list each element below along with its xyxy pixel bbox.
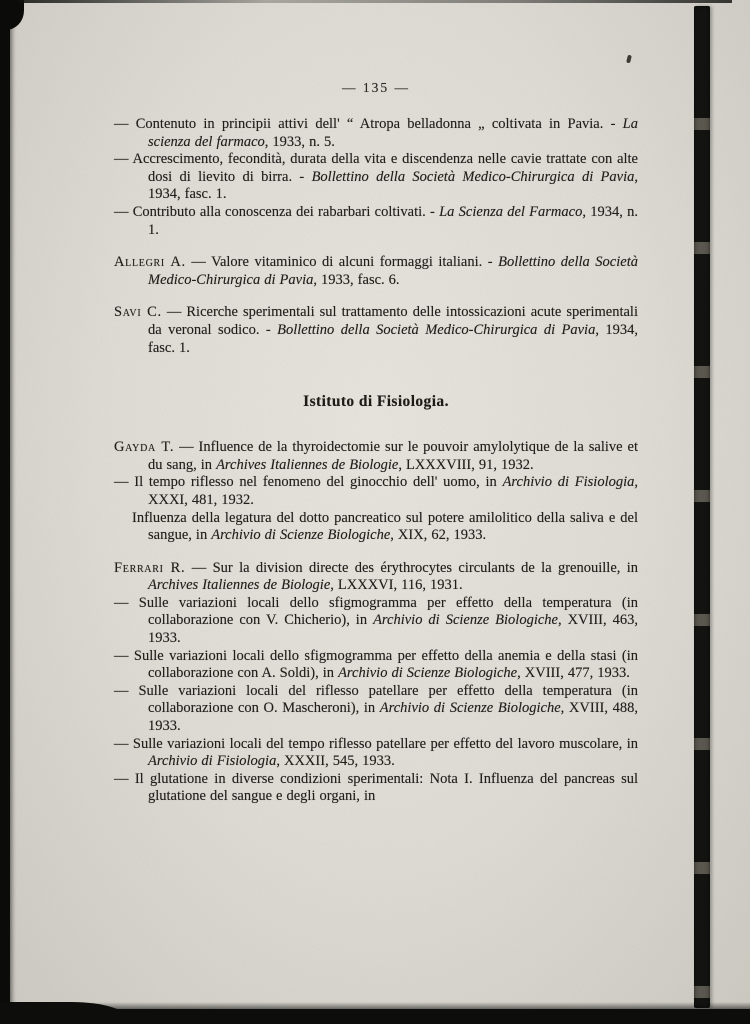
- bibliography-entry: [114, 204, 638, 239]
- journal-title: Bollettino della Società Medico-Chirurgica di Pavia: [148, 254, 638, 288]
- scan-strip-right: [694, 6, 710, 1008]
- bibliography-entry: [114, 510, 638, 545]
- journal-title: Archivio di Scienze Biologiche: [379, 700, 561, 717]
- journal-title: Archivio di Scienze Biologiche: [373, 612, 558, 629]
- entry-text: Influenza della legatura del dotto pancreatico sul potere amilolitico della saliva e del sangue, in: [132, 509, 638, 544]
- bibliography-entry: [114, 736, 638, 771]
- bibliography-entry: [114, 648, 638, 683]
- entry-text: , 1934, fasc. 1.: [148, 168, 638, 203]
- entry-group: [114, 560, 638, 806]
- entry-text: — Ricerche sperimentali sul trattamento delle intossicazioni acute sperimentali da veronal sodico. -: [148, 304, 638, 338]
- entry-text: — Accrescimento, fecondità, durata della vita e discendenza nelle cavie trattate con alte dosi di lievito di birra. -: [114, 151, 638, 185]
- entry-text: — Sulle variazioni locali dello sfigmogramma per effetto della temperatura (in collaborazione con V. Chicherio), in: [114, 594, 638, 629]
- journal-title: La scienza del farmaco: [148, 116, 638, 150]
- bibliography-entry: [114, 439, 638, 474]
- entry-text: , XVIII, 488, 1933.: [148, 700, 638, 735]
- entry-text: — Il tempo riflesso nel fenomeno del ginocchio dell' uomo, in: [114, 474, 503, 491]
- bibliography-entry: [114, 304, 638, 357]
- author-name: Allegri A.: [114, 254, 186, 271]
- entry-text: — Sur la division directe des érythrocytes circulants de la grenouille, in: [185, 559, 639, 576]
- section-heading: Istituto di Fisiologia.: [303, 393, 449, 411]
- entry-text: — Il glutatione in diverse condizioni sperimentali: Nota I. Influenza del pancreas sul glutatione del sangue e degli organi, in: [114, 770, 638, 805]
- entry-text: — Sulle variazioni locali dello sfigmogramma per effetto della anemia e della stasi (in collaborazione con A. Soldi), in: [114, 647, 638, 682]
- entry-group: [114, 439, 638, 545]
- journal-title: Archives Italiennes de Biologie: [216, 456, 399, 473]
- entry-text: — Contenuto in principii attivi dell' “ Atropa belladonna „ coltivata in Pavia. -: [114, 116, 623, 132]
- entry-text: — Valore vitaminico di alcuni formaggi italiani. -: [185, 254, 499, 271]
- journal-title: Archivio di Scienze Biologiche: [211, 527, 391, 544]
- entry-text: — Sulle variazioni locali del tempo riflesso patellare per effetto del lavoro muscolare, in: [114, 735, 638, 752]
- entry-text: , XIX, 62, 1933.: [390, 527, 487, 544]
- bibliography: [114, 116, 638, 806]
- entry-text: — Sulle variazioni locali del riflesso patellare per effetto della temperatura (in collaborazione con O. Mascheroni), in: [114, 682, 638, 717]
- entry-text: , LXXXVI, 116, 1931.: [330, 577, 463, 594]
- journal-title: Archives Italiennes de Biologie: [148, 577, 331, 594]
- entry-text: , 1934, fasc. 1.: [148, 321, 638, 356]
- journal-title: Bollettino della Società Medico-Chirurgica di Pavia: [311, 168, 635, 185]
- entry-group: [114, 304, 638, 357]
- entry-text: , 1933, n. 5.: [264, 133, 335, 150]
- author-name: Gayda T.: [114, 439, 175, 456]
- scan-edge-left: [0, 0, 10, 1024]
- entry-text: , 1934, n. 1.: [148, 203, 638, 238]
- bibliography-entry: [114, 683, 638, 736]
- scan-edge-top: [18, 0, 732, 3]
- bibliography-entry: [114, 560, 638, 595]
- bibliography-entry: [114, 474, 638, 509]
- journal-title: La Scienza del Farmaco: [439, 203, 583, 220]
- entry-group: [114, 254, 638, 289]
- entry-text: — Contributo alla conoscenza dei rabarbari coltivati. -: [114, 203, 440, 220]
- bibliography-entry: [114, 595, 638, 648]
- bibliography-entry: [114, 151, 638, 204]
- author-name: Ferrari R.: [114, 559, 186, 576]
- entry-text: , 1933, fasc. 6.: [313, 271, 400, 288]
- entry-text: , XVIII, 463, 1933.: [148, 612, 638, 647]
- entry-group: [114, 116, 638, 239]
- entry-text: , XXXII, 545, 1933.: [276, 753, 395, 770]
- page-content: [114, 80, 638, 806]
- entry-text: , XXXI, 481, 1932.: [148, 474, 638, 508]
- bibliography-entry: [114, 116, 638, 151]
- page-number: — 135 —: [342, 80, 410, 95]
- entry-text: , XVIII, 477, 1933.: [517, 665, 630, 682]
- journal-title: Archivio di Scienze Biologiche: [338, 665, 518, 682]
- bibliography-entry: [114, 254, 638, 289]
- entry-text: , LXXXVIII, 91, 1932.: [398, 456, 534, 473]
- author-name: Savi C.: [114, 304, 162, 321]
- journal-title: Archivio di Fisiologia: [502, 474, 635, 491]
- journal-title: Archivio di Fisiologia: [148, 753, 277, 770]
- bibliography-entry: [114, 771, 638, 806]
- journal-title: Bollettino della Società Medico-Chirurgica di Pavia: [277, 321, 596, 338]
- entry-text: — Influence de la thyroidectomie sur le pouvoir amylolytique de la salive et du sang, in: [148, 439, 638, 473]
